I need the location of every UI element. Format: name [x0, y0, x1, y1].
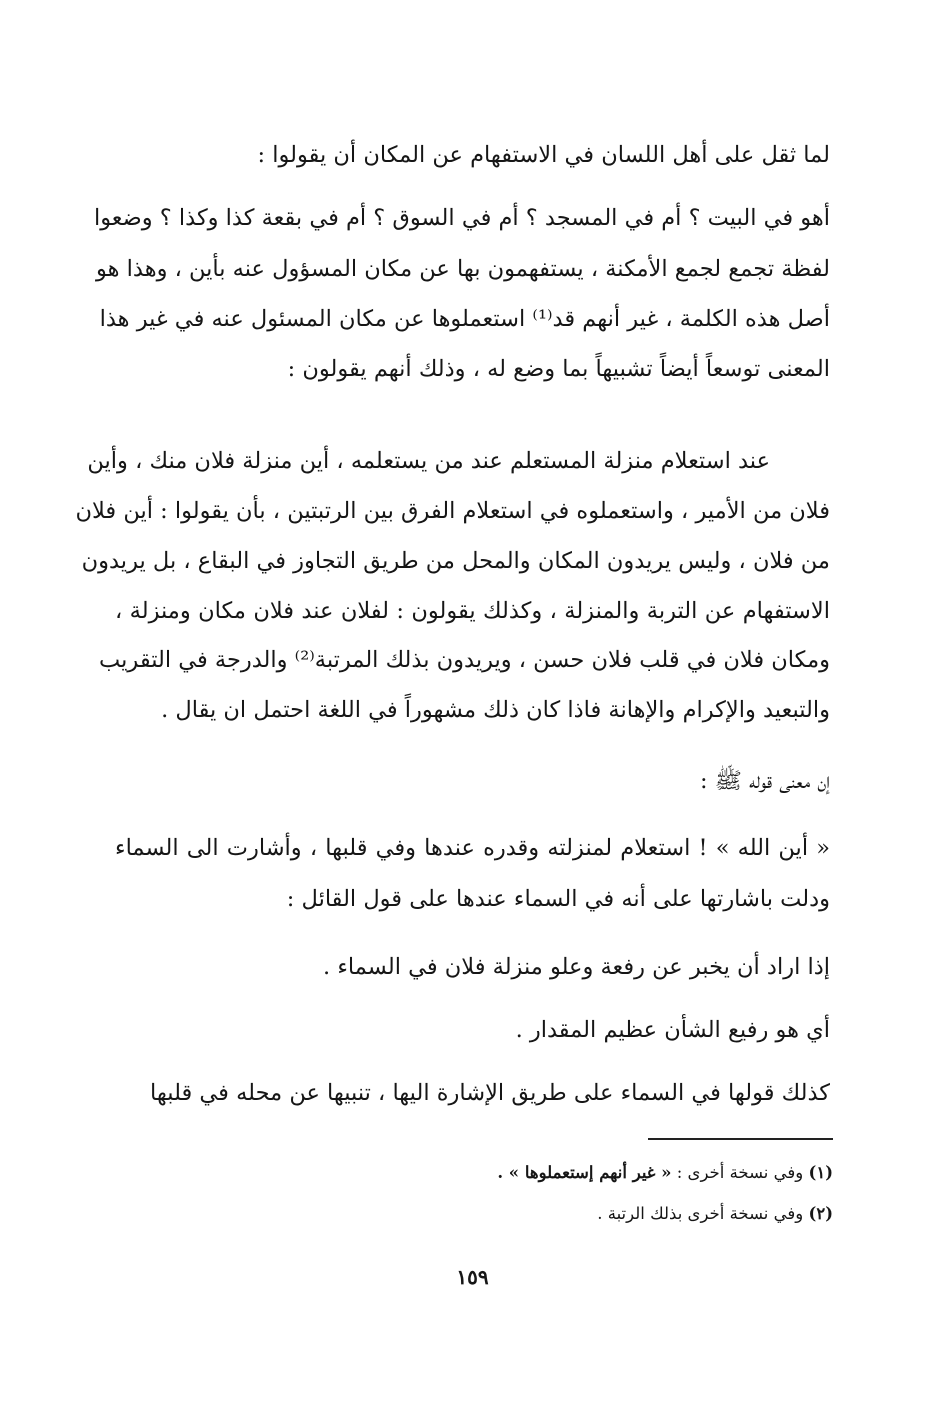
footnote-1: [497, 1162, 833, 1184]
footnote-1-quote: « غير أنهم إستعملوها » .: [497, 1163, 672, 1182]
footnote-2-text: وفي نسخة أخرى بذلك الرتبة .: [597, 1204, 804, 1223]
page-number: ١٥٩: [456, 1265, 489, 1289]
text-line-6: عند استعلام منزلة المستعلم عند من يستعلمه ، أين منزلة فلان منك ، وأين: [87, 448, 770, 474]
text-line-15: إذا اراد أن يخبر عن رفعة وعلو منزلة فلان في السماء .: [323, 954, 830, 980]
text-line-3: لفظة تجمع لجمع الأمكنة ، يستفهمون بها عن مكان المسؤول عنه بأين ، وهذا هو: [96, 256, 830, 282]
footnote-2: [597, 1203, 833, 1225]
text-line-11: والتبعيد والإكرام والإهانة فاذا كان ذلك مشهوراً في اللغة احتمل ان يقال .: [161, 697, 830, 723]
text-line-16: أي هو رفيع الشأن عظيم المقدار .: [515, 1017, 830, 1043]
footnote-2-number: (٢): [808, 1204, 833, 1223]
footnote-1-number: (١): [808, 1163, 833, 1182]
text-line-1: لما ثقل على أهل اللسان في الاستفهام عن المكان أن يقولوا :: [257, 142, 830, 168]
footnote-separator: [648, 1138, 833, 1140]
text-line-5: المعنى توسعاً أيضاً تشبيهاً بما وضع له ، وذلك أنهم يقولون :: [287, 356, 830, 382]
text-line-2: أهو في البيت ؟ أم في المسجد ؟ أم في السوق ؟ أم في بقعة كذا وكذا ؟ وضعوا: [93, 205, 830, 231]
text-line-4: أصل هذه الكلمة ، غير أنهم قد⁽¹⁾ استعملوها عن مكان المسئول عنه في غير هذا: [99, 306, 830, 332]
text-line-13: « أين الله » ! استعلام لمنزلته وقدره عندها وفي قلبها ، وأشارت الى السماء: [115, 835, 830, 861]
text-line-12: إن معنى قوله ﷺ :: [700, 768, 830, 794]
text-line-9: الاستفهام عن التربة والمنزلة ، وكذلك يقولون : لفلان عند فلان مكان ومنزلة ،: [115, 598, 830, 624]
text-line-14: ودلت باشارتها على أنه في السماء عندها على قول القائل :: [286, 886, 830, 912]
text-line-8: من فلان ، وليس يريدون المكان والمحل من طريق التجاوز في البقاع ، بل يريدون: [81, 548, 830, 574]
text-line-10: ومكان فلان في قلب فلان حسن ، ويريدون بذلك المرتبة⁽²⁾ والدرجة في التقريب: [99, 647, 830, 673]
text-line-7: فلان من الأمير ، واستعملوه في استعلام الفرق بين الرتبتين ، بأن يقولوا : أين فلان: [75, 498, 830, 524]
text-line-17: كذلك قولها في السماء على طريق الإشارة اليها ، تنبيها عن محله في قلبها: [150, 1080, 830, 1106]
footnote-1-text: وفي نسخة أخرى :: [676, 1163, 804, 1182]
